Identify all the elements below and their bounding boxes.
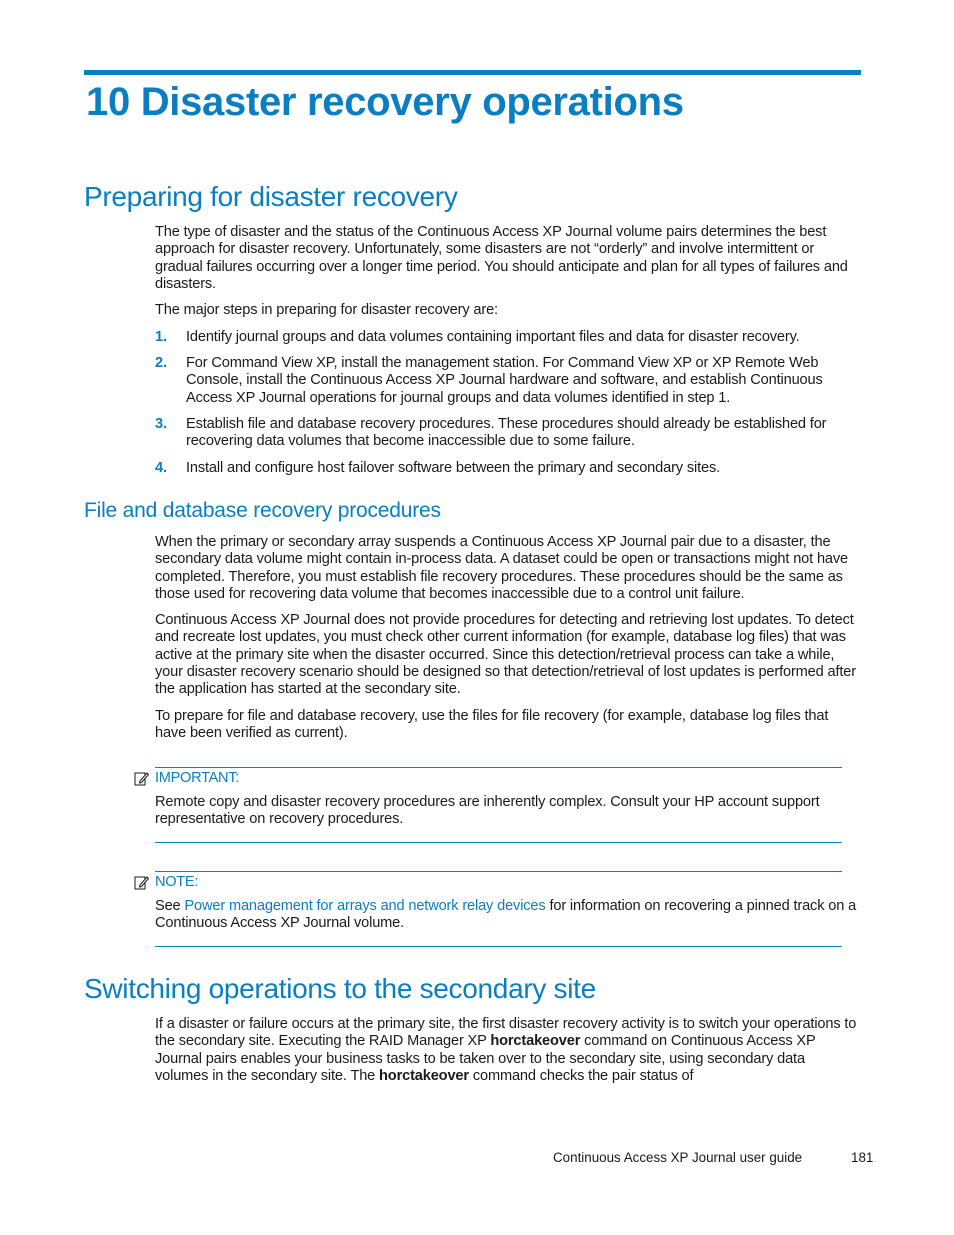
note-suffix: for information on recovering a pinned track on a Continuous Access XP Journal volume. xyxy=(155,898,857,932)
important-text: Remote copy and disaster recovery procedures are inherently complex. Consult your HP account support representative on recovery procedures. xyxy=(155,794,820,828)
recovery-paragraph-3: To prepare for file and database recovery, use the files for file recovery (for example, database log files that have been verified as current). xyxy=(155,708,829,742)
step-number: 3. xyxy=(155,416,167,432)
important-heading xyxy=(134,770,239,786)
note-heading xyxy=(134,874,198,890)
note-pencil-icon xyxy=(134,875,149,890)
step-text: Establish file and database recovery procedures. These procedures should already be established for recovering data volumes that become inaccessible due to some failure. xyxy=(186,416,827,450)
switching-text-2: command on Continuous Access XP Journal pairs enables your business tasks to be taken over to the secondary site, using secondary data volumes in the secondary site. The xyxy=(155,1033,816,1084)
recovery-paragraph-1: When the primary or secondary array suspends a Continuous Access XP Journal pair due to a disaster, the secondary data volume might contain in-process data. A dataset could be open or transactions might not have completed. Therefore, you must establish file recovery procedures. These procedures should be the same as those used for recovering data volume that becomes inaccessible due to a control unit failure. xyxy=(155,534,848,602)
note-text xyxy=(155,898,859,933)
section-title-preparing: Preparing for disaster recovery xyxy=(84,181,458,212)
switching-text-3: command checks the pair status of xyxy=(468,1067,694,1084)
step-number: 4. xyxy=(155,460,167,476)
step-number: 2. xyxy=(155,355,167,371)
step-text: Identify journal groups and data volumes containing important files and data for disaster recovery. xyxy=(186,329,800,345)
step-text: Install and configure host failover software between the primary and secondary sites. xyxy=(186,460,720,476)
subsection-title: File and database recovery procedures xyxy=(84,499,441,522)
important-label: IMPORTANT: xyxy=(155,770,240,786)
power-management-link[interactable]: Power management for arrays and network relay devices xyxy=(184,898,546,914)
horctakeover-command: horctakeover xyxy=(490,1033,581,1050)
list-item xyxy=(155,460,859,477)
steps-intro: The major steps in preparing for disaster recovery are: xyxy=(155,302,498,318)
list-item xyxy=(155,416,859,451)
page-number: 181 xyxy=(851,1150,874,1165)
footer-guide-title: Continuous Access XP Journal user guide xyxy=(553,1150,803,1165)
step-number: 1. xyxy=(155,329,167,345)
note-label: NOTE: xyxy=(155,874,199,890)
list-item xyxy=(155,355,859,407)
list-item xyxy=(155,329,859,346)
note-pencil-icon xyxy=(134,771,149,786)
note-prefix: See xyxy=(155,898,185,914)
horctakeover-command: horctakeover xyxy=(379,1067,469,1084)
section-title-switching: Switching operations to the secondary site xyxy=(84,973,596,1004)
recovery-paragraph-2: Continuous Access XP Journal does not provide procedures for detecting and retrieving lost updates. To detect and recreate lost updates, you must check other current information (for example, database log files) that was active at the primary site when the disaster occurred. Since this detection/retrieval process can take a while, your disaster recovery scenario should be designed so that detection/retrieval of lost updates is performed after the application has started at the secondary site. xyxy=(155,612,856,698)
chapter-rule xyxy=(84,70,861,75)
note-bottom-rule xyxy=(155,946,842,947)
intro-paragraph: The type of disaster and the status of the Continuous Access XP Journal volume pairs determines the best approach for disaster recovery. Unfortunately, some disasters are not “orderly” and involve intermittent or gradual failures occurring over a longer time period. You should anticipate and plan for all types of failures and disasters. xyxy=(155,224,848,292)
switching-paragraph xyxy=(155,1016,859,1085)
important-top-rule xyxy=(155,767,842,768)
switching-text-1: If a disaster or failure occurs at the primary site, the first disaster recovery activity is to switch your operations to the secondary site. Executing the RAID Manager XP xyxy=(155,1016,857,1050)
note-top-rule xyxy=(155,871,842,872)
step-text: For Command View XP, install the management station. For Command View XP or XP Remote Web Console, install the Continuous Access XP Journal hardware and software, and establish Continuous Access XP Journal operations for journal groups and data volumes identified in step 1. xyxy=(186,355,823,406)
important-bottom-rule xyxy=(155,842,842,843)
chapter-title: 10 Disaster recovery operations xyxy=(86,80,684,124)
